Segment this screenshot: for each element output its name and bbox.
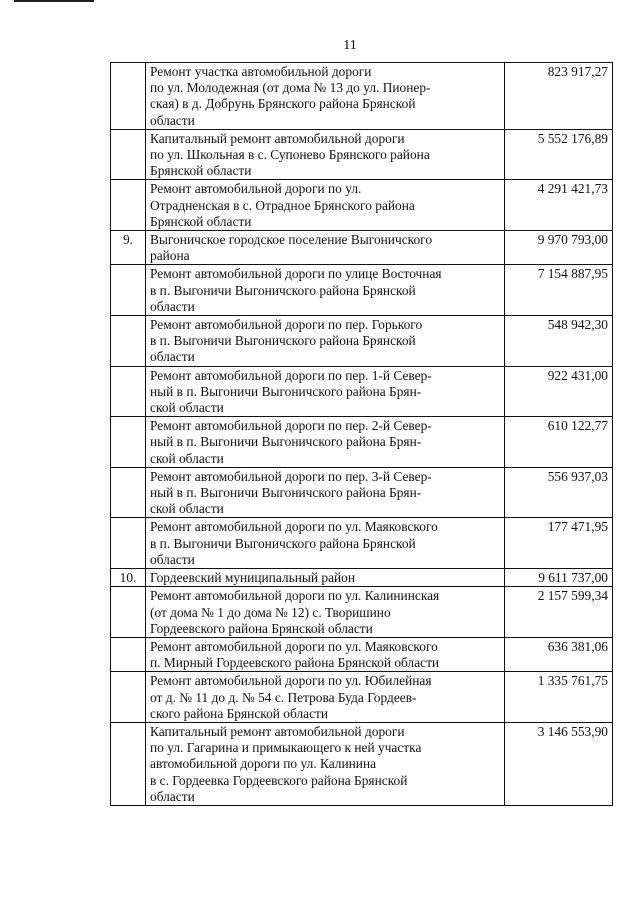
amount-cell: 177 471,95 bbox=[505, 518, 613, 569]
description-cell: Ремонт автомобильной дороги по ул. Маяковского п. Мирный Гордеевского района Брянской области bbox=[146, 637, 505, 671]
description-cell: Капитальный ремонт автомобильной дороги по ул. Школьная в с. Супонево Брянского района Брянской области bbox=[146, 129, 505, 180]
description-cell: Ремонт автомобильной дороги по пер. 1-й Север- ный в п. Выгоничи Выгоничского района Брян- ской области bbox=[146, 366, 505, 417]
row-number-cell bbox=[111, 467, 146, 518]
row-number-cell: 10. bbox=[111, 569, 146, 587]
table-body bbox=[111, 63, 613, 806]
table-row bbox=[111, 180, 613, 231]
table-row bbox=[111, 672, 613, 723]
row-number-cell: 9. bbox=[111, 231, 146, 265]
top-border-mark bbox=[14, 0, 94, 2]
table-row bbox=[111, 231, 613, 265]
amount-cell: 548 942,30 bbox=[505, 316, 613, 367]
row-number-cell bbox=[111, 722, 146, 805]
description-cell: Ремонт автомобильной дороги по ул. Отрадненская в с. Отрадное Брянского района Брянской области bbox=[146, 180, 505, 231]
table-row bbox=[111, 63, 613, 130]
amount-cell: 636 381,06 bbox=[505, 637, 613, 671]
description-cell: Ремонт автомобильной дороги по ул. Калининская (от дома № 1 до дома № 12) с. Творишино Гордеевского района Брянской области bbox=[146, 587, 505, 638]
funding-table bbox=[110, 62, 613, 806]
amount-cell: 823 917,27 bbox=[505, 63, 613, 130]
row-number-cell bbox=[111, 417, 146, 468]
amount-cell: 3 146 553,90 bbox=[505, 722, 613, 805]
amount-cell: 5 552 176,89 bbox=[505, 129, 613, 180]
table-row bbox=[111, 129, 613, 180]
description-cell: Ремонт автомобильной дороги по улице Восточная в п. Выгоничи Выгоничского района Брянской области bbox=[146, 265, 505, 316]
description-cell: Ремонт участка автомобильной дороги по ул. Молодежная (от дома № 13 до ул. Пионер- ская) в д. Добрунь Брянского района Брянской области bbox=[146, 63, 505, 130]
amount-cell: 1 335 761,75 bbox=[505, 672, 613, 723]
description-cell: Капитальный ремонт автомобильной дороги по ул. Гагарина и примыкающего к ней участка автомобильной дороги по ул. Калинина в с. Гордеевка Гордеевского района Брянской области bbox=[146, 722, 505, 805]
row-number-cell bbox=[111, 63, 146, 130]
table-row bbox=[111, 366, 613, 417]
description-cell: Ремонт автомобильной дороги по ул. Маяковского в п. Выгоничи Выгоничского района Брянской области bbox=[146, 518, 505, 569]
table-row bbox=[111, 417, 613, 468]
description-cell: Ремонт автомобильной дороги по пер. 3-й Север- ный в п. Выгоничи Выгоничского района Брян- ской области bbox=[146, 467, 505, 518]
description-cell: Ремонт автомобильной дороги по ул. Юбилейная от д. № 11 до д. № 54 с. Петрова Буда Гордеев- ского района Брянской области bbox=[146, 672, 505, 723]
page-number: 11 bbox=[343, 38, 357, 53]
table-row bbox=[111, 722, 613, 805]
description-cell: Ремонт автомобильной дороги по пер. Горького в п. Выгоничи Выгоничского района Брянской области bbox=[146, 316, 505, 367]
table-row bbox=[111, 569, 613, 587]
amount-cell: 610 122,77 bbox=[505, 417, 613, 468]
amount-cell: 9 970 793,00 bbox=[505, 231, 613, 265]
amount-cell: 2 157 599,34 bbox=[505, 587, 613, 638]
amount-cell: 556 937,03 bbox=[505, 467, 613, 518]
row-number-cell bbox=[111, 672, 146, 723]
description-cell: Ремонт автомобильной дороги по пер. 2-й Север- ный в п. Выгоничи Выгоничского района Брян- ской области bbox=[146, 417, 505, 468]
table-row bbox=[111, 637, 613, 671]
row-number-cell bbox=[111, 637, 146, 671]
amount-cell: 4 291 421,73 bbox=[505, 180, 613, 231]
row-number-cell bbox=[111, 587, 146, 638]
row-number-cell bbox=[111, 180, 146, 231]
amount-cell: 922 431,00 bbox=[505, 366, 613, 417]
row-number-cell bbox=[111, 265, 146, 316]
table-row bbox=[111, 265, 613, 316]
table-row bbox=[111, 316, 613, 367]
row-number-cell bbox=[111, 129, 146, 180]
table-row bbox=[111, 518, 613, 569]
amount-cell: 7 154 887,95 bbox=[505, 265, 613, 316]
row-number-cell bbox=[111, 316, 146, 367]
row-number-cell bbox=[111, 366, 146, 417]
amount-cell: 9 611 737,00 bbox=[505, 569, 613, 587]
table-row bbox=[111, 467, 613, 518]
description-cell: Выгоничское городское поселение Выгоничского района bbox=[146, 231, 505, 265]
table-row bbox=[111, 587, 613, 638]
description-cell: Гордеевский муниципальный район bbox=[146, 569, 505, 587]
row-number-cell bbox=[111, 518, 146, 569]
